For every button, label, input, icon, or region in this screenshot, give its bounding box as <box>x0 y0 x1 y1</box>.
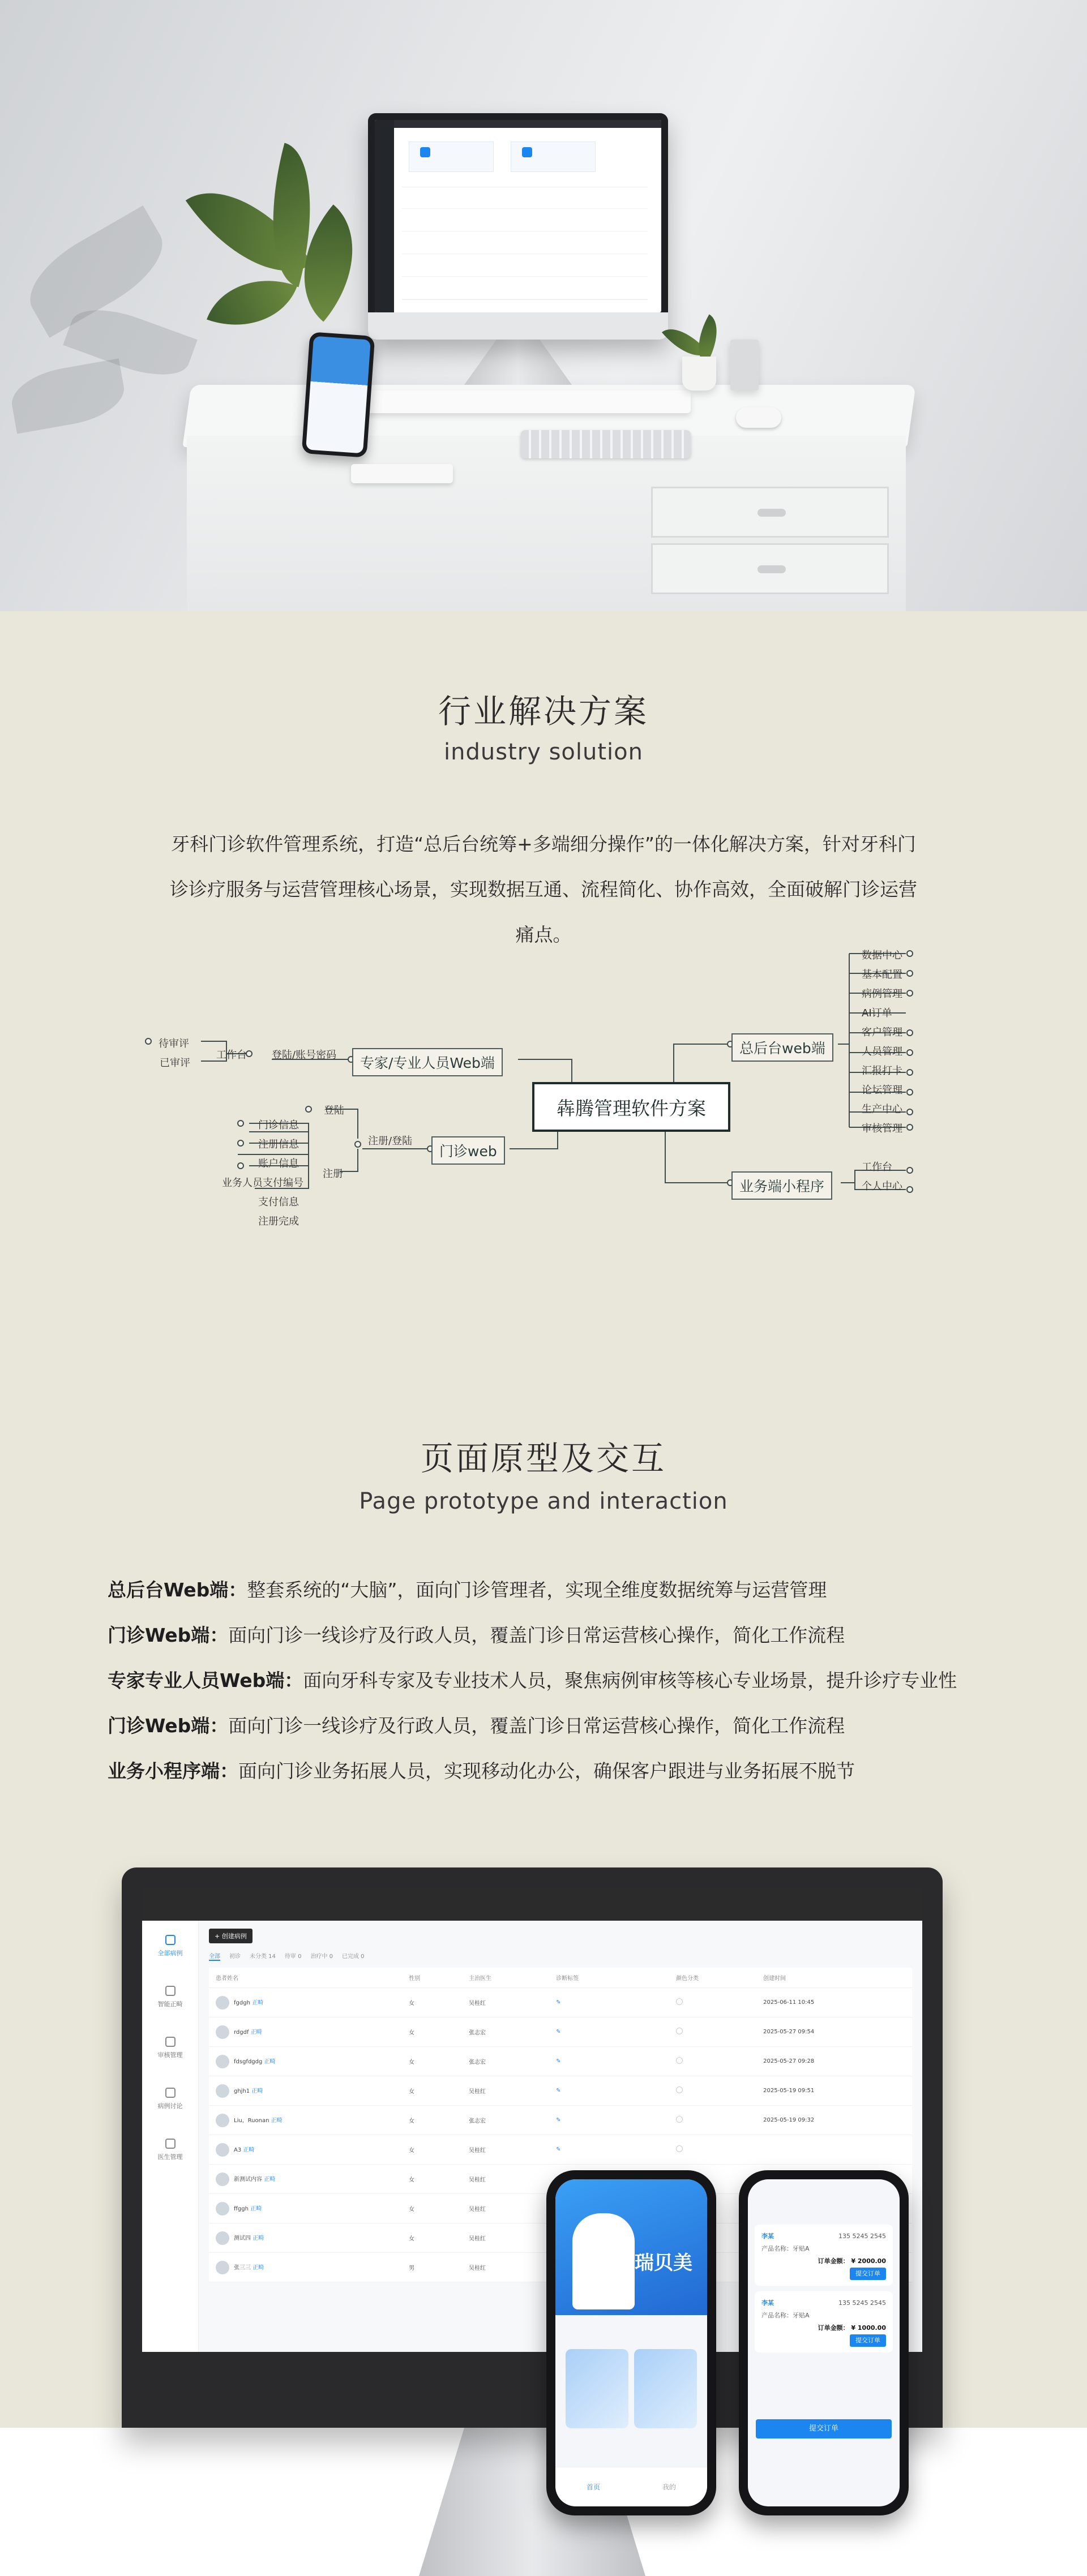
miniprogram-order-phone <box>739 2170 909 2515</box>
mindmap-clinic-leaf: 门诊信息 <box>258 1119 299 1131</box>
table-row[interactable]: ghjh1 正畸 女 吴桂红 ✎ 2025-05-19 09:51 <box>209 2076 912 2106</box>
table-row[interactable]: fdsgfdgdg 正畸 女 张志宏 ✎ 2025-05-27 09:28 <box>209 2047 912 2076</box>
col-patient: 患者姓名 <box>209 1968 402 1988</box>
tab-home[interactable]: 首页 <box>586 2483 600 2491</box>
desktop-monitor <box>368 113 668 340</box>
mindmap-mini-leaf: 个人中心 <box>862 1180 902 1192</box>
sidebar-item-ortho[interactable]: 智能正畸 <box>142 1972 198 2023</box>
tag-icon[interactable]: ✎ <box>556 2088 561 2094</box>
grid-icon <box>165 2037 176 2047</box>
sidebar-item-all-cases[interactable]: 全部病例 <box>142 1921 198 1972</box>
home-cards <box>566 2349 697 2428</box>
solution-title: 行业解决方案 <box>438 692 649 731</box>
prototype-line: 专家专业人员Web端：面向牙科专家及专业技术人员，聚焦病例审核等核心专业场景，提升诊疗专业性 <box>108 1669 957 1691</box>
hero-phone <box>302 332 375 457</box>
tab-pending[interactable]: 待审 0 <box>284 1954 302 1960</box>
phone-tabbar <box>555 2467 707 2506</box>
table-row[interactable]: Liu，Ruonan 正畸 女 张志宏 ✎ 2025-05-19 09:32 <box>209 2106 912 2135</box>
sidebar-item-discussion[interactable]: 病例讨论 <box>142 2073 198 2124</box>
table-row[interactable]: A3 正畸 女 吴桂红 ✎ <box>209 2135 912 2165</box>
prototype-line: 业务小程序端：面向门诊业务拓展人员，实现移动化办公，确保客户跟进与业务拓展不脱节 <box>108 1760 855 1782</box>
mindmap-expert-login: 登陆/账号密码 <box>272 1049 337 1061</box>
sidebar-item-review[interactable]: 审核管理 <box>142 2023 198 2073</box>
tag-icon[interactable]: ✎ <box>556 2117 561 2123</box>
prototype-subtitle: Page prototype and interaction <box>359 1488 728 1514</box>
prototype-line: 门诊Web端：面向门诊一线诊疗及行政人员，覆盖门诊日常运营核心操作，简化工作流程 <box>108 1624 845 1646</box>
col-gender: 性别 <box>402 1968 462 1988</box>
color-dot[interactable] <box>676 2057 683 2064</box>
avatar <box>216 2143 229 2157</box>
mindmap-root: 犇腾管理软件方案 <box>532 1082 730 1132</box>
submit-order-button[interactable]: 提交订单 <box>850 2268 886 2280</box>
home-card[interactable] <box>566 2349 628 2428</box>
solution-subtitle: industry solution <box>444 739 643 765</box>
tab-mine[interactable]: 我的 <box>662 2483 676 2491</box>
mindmap-admin-leaf: 数据中心 <box>862 950 902 961</box>
case-tabs <box>209 1951 912 1961</box>
color-dot[interactable] <box>676 1998 683 2005</box>
table-row[interactable]: 新测试内容 正畸 女 吴桂红 <box>209 2165 912 2194</box>
col-blank <box>636 1968 669 1988</box>
order-card: 李某 135 5245 2545 产品名称：牙贴A 订单金额： ¥ 1000.00 提交订单 <box>755 2291 893 2352</box>
table-row[interactable]: 张三三 正畸 男 吴桂红 <box>209 2253 912 2282</box>
create-case-button[interactable]: + 创建病例 <box>209 1929 253 1943</box>
tab-first-visit[interactable]: 初诊 <box>229 1954 241 1960</box>
avatar <box>216 2025 229 2039</box>
mindmap-clinic-leaf: 注册完成 <box>258 1216 299 1227</box>
mindmap-admin-leaf: 审核管理 <box>862 1123 902 1135</box>
table-row[interactable]: rdgdf 正畸 女 张志宏 ✎ 2025-05-27 09:54 <box>209 2017 912 2047</box>
solution-mindmap <box>0 928 1087 1268</box>
col-tags: 诊断标签 <box>549 1968 636 1988</box>
mindmap-mini-node: 业务端小程序 <box>731 1171 832 1200</box>
mindmap-admin-leaf: 生产中心 <box>862 1104 902 1115</box>
prototype-title: 页面原型及交互 <box>420 1439 666 1478</box>
brand-logo: 瑞贝美 <box>635 2252 692 2274</box>
mindmap-clinic-register-login: 注册/登陆 <box>368 1135 413 1147</box>
table-row[interactable]: fgdgh 正畸 女 吴桂红 ✎ 2025-06-11 10:45 <box>209 1988 912 2017</box>
prototype-description <box>108 1568 1070 1794</box>
avatar <box>216 2173 229 2186</box>
color-dot[interactable] <box>676 2028 683 2034</box>
mindmap-clinic-leaf: 业务人员支付编号 <box>222 1177 303 1189</box>
mindmap-clinic-leaf: 账户信息 <box>258 1158 299 1170</box>
table-row[interactable]: ffggh 正畸 女 吴桂红 <box>209 2194 912 2223</box>
col-created: 创建时间 <box>756 1968 912 1988</box>
col-doctor: 主治医生 <box>462 1968 549 1988</box>
table-row[interactable]: 测试四 正畸 女 吴桂红 <box>209 2223 912 2253</box>
tag-icon[interactable]: ✎ <box>556 1999 561 2006</box>
avatar <box>216 2084 229 2098</box>
submit-order-button[interactable]: 提交订单 <box>850 2334 886 2347</box>
tab-completed[interactable]: 已完成 0 <box>342 1954 365 1960</box>
home-card[interactable] <box>634 2349 697 2428</box>
avatar <box>216 2055 229 2068</box>
avatar <box>216 2114 229 2127</box>
mindmap-admin-leaf: AI订单 <box>862 1007 892 1019</box>
tag-icon[interactable]: ✎ <box>556 2058 561 2064</box>
tag-icon[interactable]: ✎ <box>556 2029 561 2035</box>
solution-intro: 牙科门诊软件管理系统，打造“总后台统筹+多端细分操作”的一体化解决方案，针对牙科门诊诊疗服务与运营管理核心场景，实现数据互通、流程简化、协作高效，全面破解门诊运营痛点。 <box>170 833 917 946</box>
mindmap-admin-leaf: 汇报打卡 <box>862 1065 902 1077</box>
hero-photo <box>0 0 1087 611</box>
tooth-icon <box>165 1986 176 1996</box>
submit-order-main-button[interactable]: 提交订单 <box>756 2419 892 2438</box>
col-color: 颜色分类 <box>669 1968 756 1988</box>
mindmap-admin-leaf: 客户管理 <box>862 1027 902 1038</box>
keyboard <box>521 430 691 458</box>
prototype-line: 门诊Web端：面向门诊一线诊疗及行政人员，覆盖门诊日常运营核心操作，简化工作流程 <box>108 1715 845 1737</box>
mindmap-admin-node: 总后台web端 <box>731 1033 833 1062</box>
mindmap-admin-leaf: 论坛管理 <box>862 1084 902 1096</box>
prototype-line: 总后台Web端：整套系统的“大脑”，面向门诊管理者，实现全维度数据统筹与运营管理 <box>108 1579 827 1601</box>
avatar <box>216 1996 229 2010</box>
avatar <box>216 2261 229 2274</box>
avatar <box>216 2202 229 2216</box>
color-dot[interactable] <box>676 2086 683 2093</box>
sidebar-item-doctors[interactable]: 医生管理 <box>142 2124 198 2175</box>
tab-in-treatment[interactable]: 治疗中 0 <box>310 1954 333 1960</box>
avatar <box>216 2231 229 2245</box>
color-dot[interactable] <box>676 2116 683 2123</box>
app-sidebar <box>142 1921 199 2352</box>
mouse <box>736 407 781 428</box>
folder-icon <box>165 1935 176 1945</box>
mindmap-admin-leaf: 病例管理 <box>862 988 902 1000</box>
mindmap-clinic-node: 门诊web <box>431 1136 505 1165</box>
mindmap-admin-leaf: 基本配置 <box>862 969 902 981</box>
mindmap-admin-leaf: 人员管理 <box>862 1046 902 1058</box>
app-topbar <box>142 1888 922 1921</box>
chat-icon <box>165 2088 176 2098</box>
tab-all[interactable]: 全部 <box>209 1951 220 1961</box>
mindmap-mini-leaf: 工作台 <box>862 1161 892 1173</box>
tag-icon[interactable]: ✎ <box>556 2146 561 2153</box>
mindmap-clinic-leaf: 支付信息 <box>258 1196 299 1208</box>
miniprogram-home-phone <box>546 2170 716 2515</box>
user-icon <box>165 2139 176 2149</box>
mindmap-clinic-login: 登陆 <box>324 1105 344 1117</box>
doctor-illustration <box>572 2213 635 2309</box>
mindmap-expert-node: 专家/专业人员Web端 <box>352 1048 503 1076</box>
mindmap-clinic-register: 注册 <box>323 1168 343 1180</box>
color-dot[interactable] <box>676 2145 683 2152</box>
mindmap-expert-workbench: 工作台 <box>216 1049 247 1061</box>
mindmap-expert-leaf: 已审评 <box>160 1057 190 1069</box>
tab-uncategorized[interactable]: 未分类 14 <box>250 1954 276 1960</box>
order-card: 李某 135 5245 2545 产品名称：牙贴A 订单金额： ¥ 2000.00 提交订单 <box>755 2225 893 2286</box>
mindmap-clinic-leaf: 注册信息 <box>258 1139 299 1150</box>
mindmap-expert-leaf: 待审评 <box>159 1038 189 1050</box>
